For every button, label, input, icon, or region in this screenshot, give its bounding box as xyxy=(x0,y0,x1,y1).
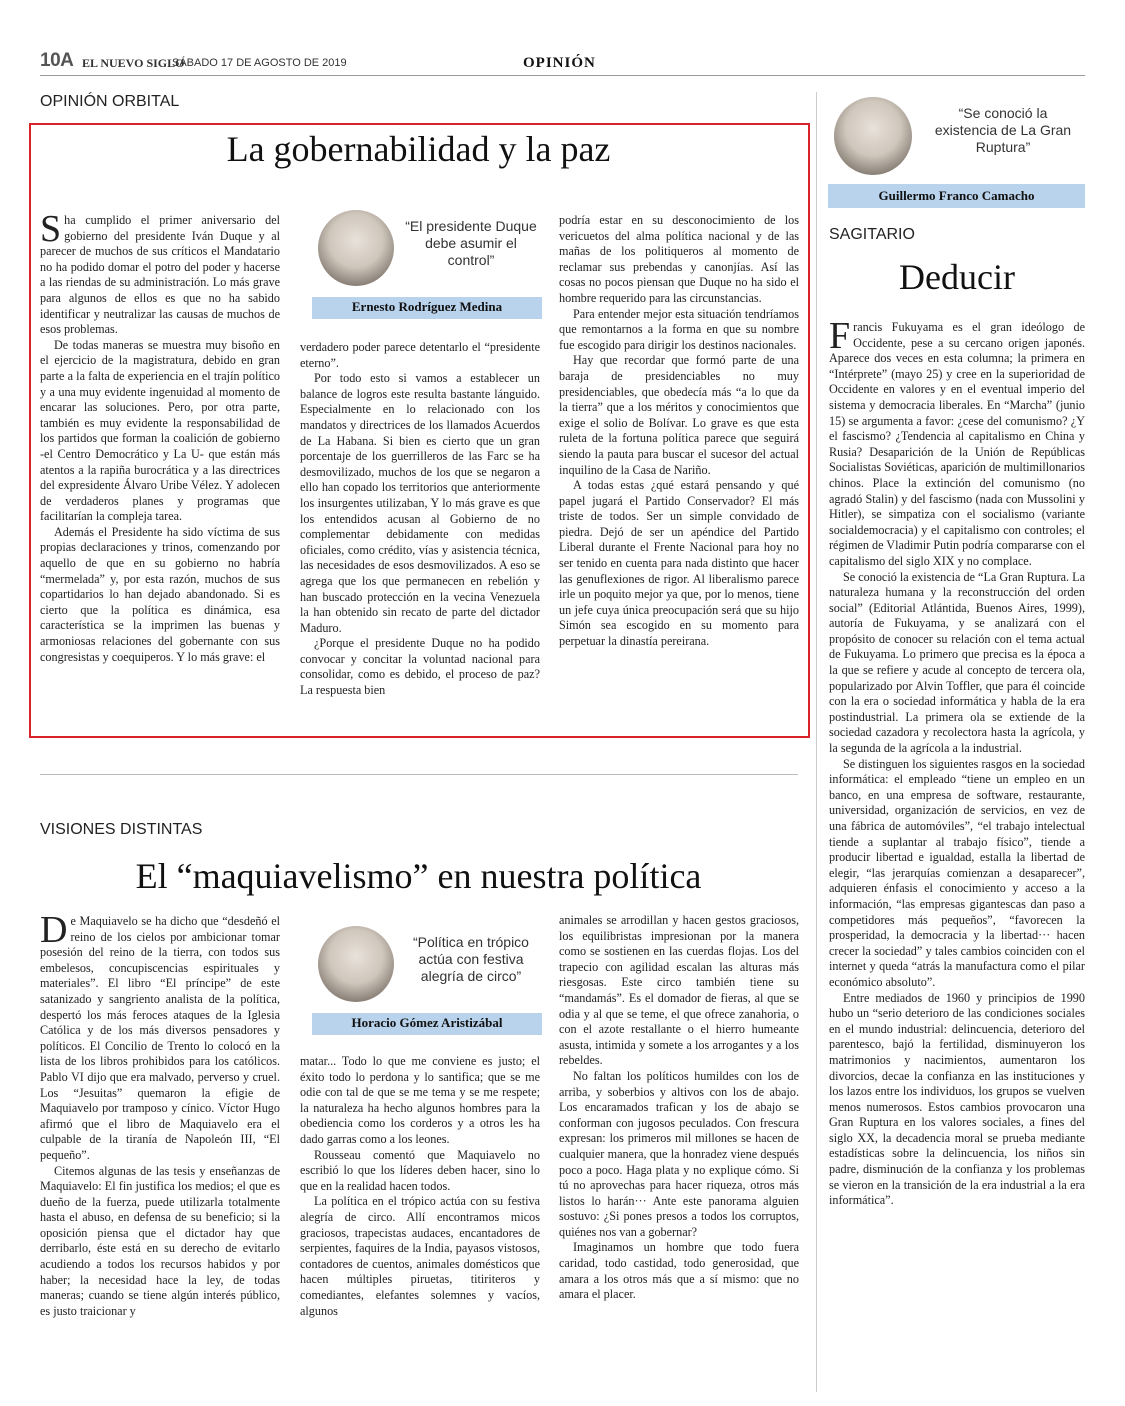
paragraph: matar... Todo lo que me conviene es justo; el éxito todo lo perdona y lo santifica; que se me odie con tal de que se me tema y se me respete; la naturaleza ha hecho algunos hombres para la obediencia como los corderos y a otros les ha dado garras como a los leones. xyxy=(300,1054,540,1146)
pull-quote: “Política en trópico actúa con festiva alegría de circo” xyxy=(413,934,529,984)
paragraph: Citemos algunas de las tesis y enseñanzas de Maquiavelo: El fin justifica los medios; el que es dueño de la fuerza, puede utilizarla totalmente hasta el abuso, en defensa de su beneficio; si la oposición piensa que el dictador hay que derribarlo, éste está en su derecho de evitarlo acudiendo a todos los recursos habidos y por haber; la necesidad hace la ley, de todas maneras; cuando se tiene algún interés público, es justo traicionar y xyxy=(40,1163,280,1318)
paragraph: Además el Presidente ha sido víctima de sus propias declaraciones y trinos, comenzando por aquello de que en su gobierno no habría “mermelada” y, por esta razón, muchos de sus copartidarios lo han dejado abandonado. Si es cierto que la política es dinámica, esa característica se la imprimen las buenas y armoniosas relaciones del gobernante con sus congresistas y coequiperos. Y lo más grave: el xyxy=(40,524,280,664)
paragraph: Para entender mejor esta situación tendríamos que remontarnos a la forma en que su nombre fue escogido para dirigir los destinos nacionales. xyxy=(559,306,799,352)
article-column-3 xyxy=(559,913,799,1303)
pull-quote: “Se conoció la existencia de La Gran Ruptura” xyxy=(934,105,1072,155)
paragraph: Hay que recordar que formó parte de una baraja de presidenciables no muy presidenciables, que obedecía más “a lo que da la tierra” que a los méritos y conocimientos que exige el solio de Bolívar. Lo grave es que esta ruleta de la fortuna política parece que seguirá siendo la pauta para buscar el sucesor del actual inquilino de la Casa de Nariño. xyxy=(559,353,799,477)
paragraph: De todas maneras se muestra muy bisoño en el ejercicio de la magistratura, debido en gran parte a la falta de experiencia en el trajín político y a una muy evidente ingenuidad al momento de encarar las soluciones. Pero, por otra parte, también es muy evidente la responsabilidad de los partidos que forman la coalición de gobierno -el Centro Democrático y La U- que están más atentos a la rapiña burocrática y a las directrices del expresidente Álvaro Uribe Vélez. Y adolecen de verdaderos planes y programas que facilitarían la compleja tarea. xyxy=(40,337,280,524)
drop-cap: F xyxy=(829,315,851,357)
newspaper-name: EL NUEVO SIGLO xyxy=(82,56,185,70)
paragraph: No faltan los políticos humildes con los de arriba, y soberbios y altivos con los de abajo. Los encaramados trafican y los de abajo se conforman con jugosos peculados. Con frescura expresan: los primeros mil millones se hacen de cualquier manera, que la honradez viene después poco a poco. Haga plata y no explique cómo. Si tú no aprovechas para hacer riqueza, otros más listos lo harán··· Ante este panorama alguien sostuvo: ¿Si pones presos a todos los corruptos, quiénes nos van a gobernar? xyxy=(559,1068,799,1239)
issue-date: SÁBADO 17 DE AGOSTO DE 2019 xyxy=(172,57,347,69)
paragraph: ¿Porque el presidente Duque no ha podido convocar y concitar la voluntad nacional para consolidar, como es debido, el proceso de paz? La respuesta bien xyxy=(300,636,540,698)
drop-cap: S xyxy=(40,208,62,250)
author-photo xyxy=(318,210,394,286)
paragraph: Entre mediados de 1960 y principios de 1990 hubo un “serio deterioro de las condiciones sociales en el mundo industrial: delincuencia, deterioro del parentesco, bajó la fertilidad, disminuyeron los matrimonios y nacimientos, aumentaron los divorcios, decae la confianza en las instituciones y los lazos entre los individuos, los grupos se vuelven menos numerosos. Estos cambios provocaron una Gran Ruptura en los valores sociales, a fines del siglo XX, la decadencia moral se prueba mediante estadísticas sobre la delincuencia, los niños sin padre, disminución de la confianza y los problemas se vieron en la transición de la era industrial a la era informática”. xyxy=(829,990,1085,1208)
paragraph: Por todo esto si vamos a establecer un balance de logros este resulta bastante lánguido. Especialmente en lo relacionado con los mandatos y directrices de los llamados Acuerdos de La Habana. Si bien es cierto que un gran porcentaje de los guerrilleros de las Farc se ha desmovilizado, muchos de los que se negaron a ello han copado los territorios que anteriormente los insurgentes utilizaban, Y lo más grave es que los entendidos acusan al Gobierno de no complementar debidamente con medidas oficiales, como crédito, vías y asistencia técnica, las necesidades de esos desmovilizados. A eso se agrega que los que permanecen en rebelión y han buscado protección en la vecina Venezuela la han obtenido sin recato de parte del dictador Maduro. xyxy=(300,371,540,635)
paragraph: ha cumplido el primer aniversario del gobierno del presidente Iván Duque y al parecer de muchos de sus críticos el Mandatario no ha podido domar el potro del poder y hacerse a las riendas de su administración. Lo más grave para algunos de ellos es que no ha sabido identificar y neutralizar las causas de muchos de esos problemas. xyxy=(40,213,280,337)
paragraph: A todas estas ¿qué estará pensando y qué papel jugará el Partido Conservador? El más triste de todos. Ser un simple convidado de piedra. Dejó de ser un apéndice del Partido Liberal durante el Frente Nacional para hoy no ser tenido en cuenta para nada distinto que hacer las genuflexiones de rigor. Al liberalismo parece irle un poquito mejor ya que, por lo menos, tiene un jefe cuya única preocupación será que su hijo Simón sea escogido en su momento para perpetuar la dinastía pereirana. xyxy=(559,478,799,649)
article-kicker: SAGITARIO xyxy=(829,226,915,243)
author-photo xyxy=(318,926,394,1002)
author-name: Guillermo Franco Camacho xyxy=(828,184,1085,208)
article-headline: Deducir xyxy=(899,257,1015,297)
article-headline: El “maquiavelismo” en nuestra política xyxy=(135,856,702,896)
author-card xyxy=(312,206,542,321)
author-card xyxy=(312,922,542,1037)
author-name: Ernesto Rodríguez Medina xyxy=(312,297,542,319)
article-column-3 xyxy=(559,213,799,650)
section-title: OPINIÓN xyxy=(523,55,596,71)
paragraph: Se conoció la existencia de “La Gran Ruptura. La naturaleza humana y la reconstrucción del orden social” (Editorial Atlántida, Buenos Aires, 1999), autoría de Fukuyama, y se analizará con el propósito de conocer su relación con el tema actual de Fukuyama. Lo primero que precisa es la época a la que se refiere y acude al concepto de tercera ola, popularizado por Alvin Toffler, que para él coincide con la era o sociedad informática y habla de la era postindustrial. La primera ola se extiende de la sociedad cazadora y recolectora hasta la agrícola, y la segunda de la agrícola a la industrial. xyxy=(829,569,1085,756)
header-rule xyxy=(40,75,1085,76)
paragraph: La política en el trópico actúa con su festiva alegría de circo. Allí encontramos micos graciosos, trapecistas audaces, encantadores de serpientes, faquires de la India, payasos vistosos, contadores de cuentos, animales domésticos que hacen múltiples piruetas, titiriteros y comediantes, elefantes solemnes y vacíos, algunos xyxy=(300,1194,540,1318)
author-photo xyxy=(834,97,912,175)
article-separator xyxy=(40,774,798,775)
author-card xyxy=(828,95,1085,210)
paragraph: verdadero poder parece detentarlo el “presidente eterno”. xyxy=(300,340,540,370)
author-name: Horacio Gómez Aristizábal xyxy=(312,1013,542,1035)
column-divider xyxy=(816,92,817,1392)
article-column-1 xyxy=(40,208,280,665)
article-headline: La gobernabilidad y la paz xyxy=(226,129,611,169)
article-kicker: VISIONES DISTINTAS xyxy=(40,821,203,838)
drop-cap: D xyxy=(40,909,68,951)
paragraph: e Maquiavelo se ha dicho que “desdeñó el reino de los cielos por ambicionar tomar posesión del reino de la tierra, con todos sus embelesos, concupiscencias espirituales y materiales”. El libro “El príncipe” de este satanizado y sangriento analista de la política, despertó los más feroces ataques de la Iglesia Católica y de los más diversos pensadores y políticos. El Concilio de Trento lo colocó en la lista de los libros prohibidos para los católicos. Pablo VI dijo que era malvado, perverso y cruel. Los “Jesuitas” quemaron la efigie de Maquiavelo por tramposo y cínico. Víctor Hugo afirmó que el libro de Maquiavelo era el culpable de la tiranía de Napoleón III, “El pequeño”. xyxy=(40,914,280,1162)
article-column-2 xyxy=(300,1054,540,1319)
article-column-1 xyxy=(829,315,1085,1209)
article-column-1 xyxy=(40,909,280,1319)
paragraph: animales se arrodillan y hacen gestos graciosos, los equilibristas impresionan por la manera como se sostienen en las cuerdas flojas. Los del trapecio con agilidad escalan las alturas más riesgosas. Este circo también tiene su “mandamás”. Es el domador de fieras, al que se odia y al que se teme, el que ofrece zanahoria, o con el azote restallante o el hierro humeante asusta, intimida y somete a los arrogantes y a los rebeldes. xyxy=(559,913,799,1068)
paragraph: Imaginamos un hombre que todo fuera caridad, todo castidad, todo generosidad, que amara a los otros más que a sí mismo: que no amara el placer. xyxy=(559,1240,799,1302)
article-column-2 xyxy=(300,340,540,699)
paragraph: Rousseau comentó que Maquiavelo no escribió lo que los líderes deben hacer, sino lo que en la realidad hacen todos. xyxy=(300,1147,540,1193)
page-number: 10A xyxy=(40,50,74,71)
paragraph: Se distinguen los siguientes rasgos en la sociedad informática: el empleado “tiene un empleo en un banco, en una empresa de software, restaurante, universidad, organización de servicios, en vez de una fábrica de automóviles”, “el trabajo intelectual tiende a suplantar al trabajo físico”, tiende a producir libertad e igualdad, estalla la libertad de elegir, “las jerarquías comienzan a desaparecer”, adquieren énfasis el conocimiento y acceso a la información, “las empresas gigantescas dan paso a competidores más pequeños”, “favorecen la prosperidad, la democracia y la libertad··· hacen crecer la sociedad” y tales cambios coinciden con el internet y queda “atrás la manufactura como el pilar económico absoluto”. xyxy=(829,756,1085,989)
paragraph: rancis Fukuyama es el gran ideólogo de Occidente, pese a su cercano origen japonés. Aparece dos veces en esta columna; la primera en “Intérprete” (mayo 25) y cree en la superioridad de Occidente en valores y en el eventual imperio del sistema y democracia liberales. En “Marcha” (junio 15) se argumenta a favor: ¿cese del comunismo? ¿Y el fascismo? ¿Tendencia al capitalismo en China y Rusia? Desaparición de la Unión de Repúblicas Socialistas Soviéticas, aparición de multimillonarios chinos. Place la extinción del comunismo (no agradó Stalin) y del fascismo (nada con Mussolini y Hitler), se simpatiza con el socialismo (variante socialdemocracia) y el capitalismo con controles; el régimen de Vladimir Putin podría compararse con el capitalismo del siglo XIX y no complace. xyxy=(829,320,1085,568)
article-kicker: OPINIÓN ORBITAL xyxy=(40,93,180,110)
pull-quote: “El presidente Duque debe asumir el control” xyxy=(405,218,537,268)
paragraph: podría estar en su desconocimiento de los vericuetos del alma política nacional y de las mañas de los politiqueros al momento de reclamar sus prebendas y canonjías. Así las cosas no pocos piensan que Duque no ha sido el hombre requerido para las circunstancias. xyxy=(559,213,799,305)
